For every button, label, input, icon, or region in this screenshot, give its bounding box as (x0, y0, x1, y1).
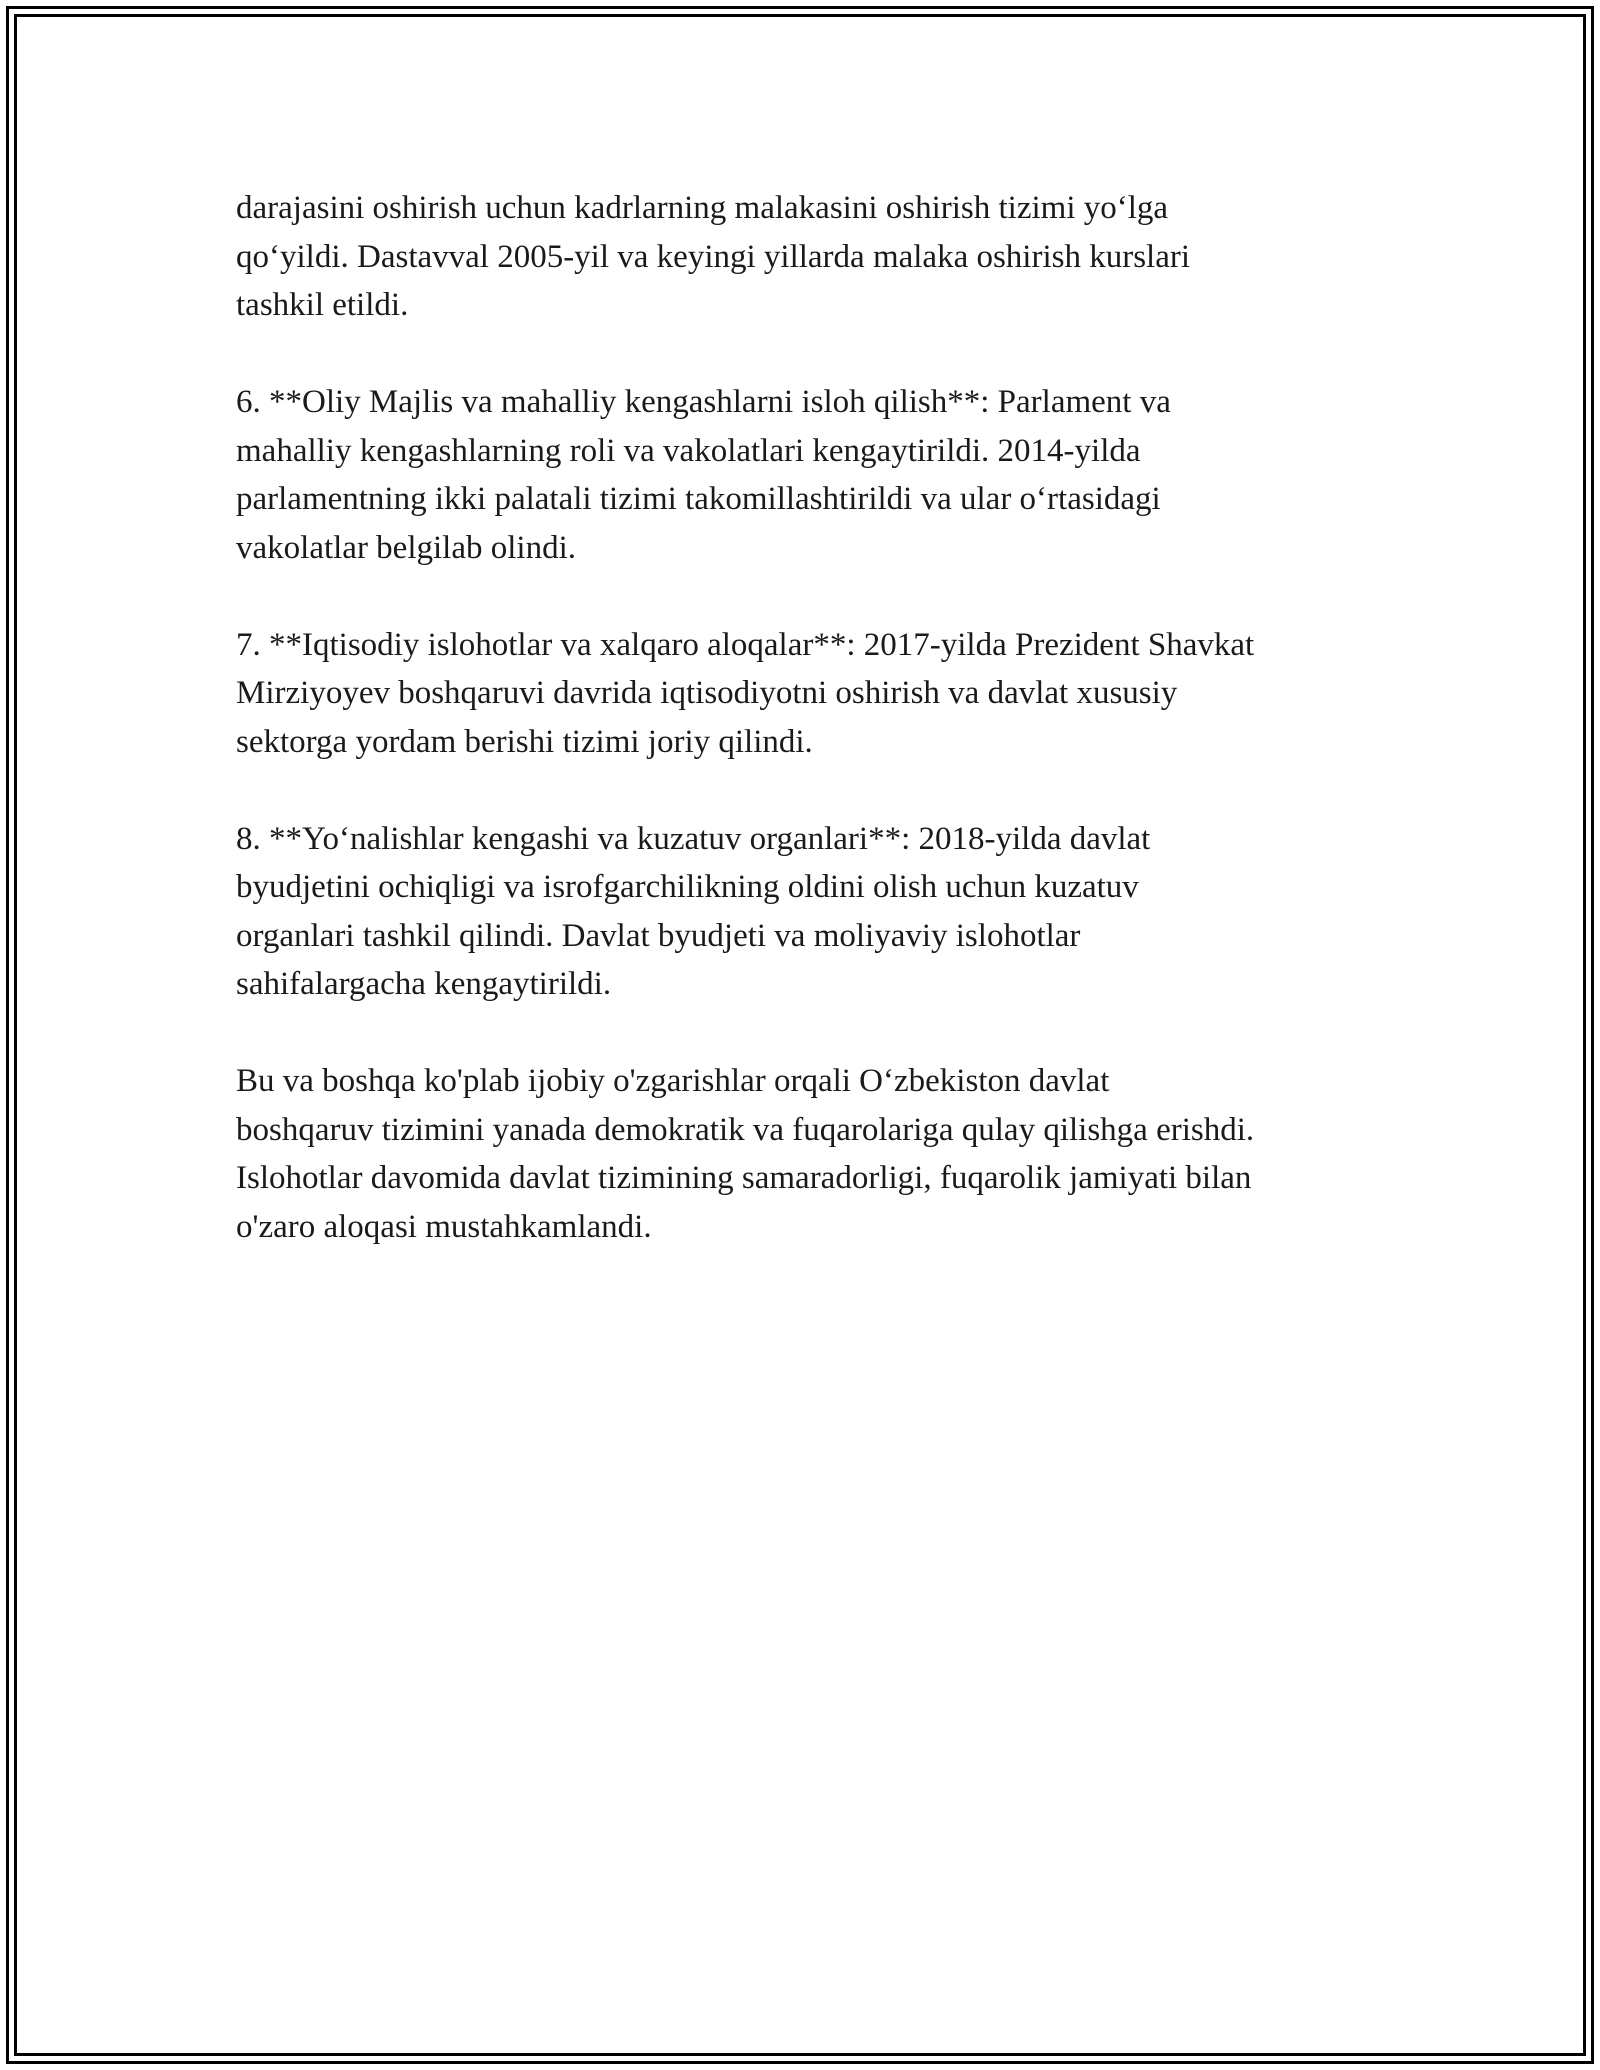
document-body (236, 184, 1386, 1300)
paragraph-conclusion: Bu va boshqa ko'plab ijobiy o'zgarishlar orqali O‘zbekiston davlat boshqaruv tizimini yanada demokratik va fuqarolariga qulay qilishga erishdi. Islohotlar davomida davlat tizimining samaradorligi, fuqarolik jamiyati bilan o'zaro aloqasi mustahkamlandi. (236, 1063, 1255, 1245)
paragraph-intro-continuation: darajasini oshirish uchun kadrlarning malakasini oshirish tizimi yo‘lga qo‘yildi. Dastavval 2005-yil va keyingi yillarda malaka oshirish kurslari tashkil etildi. (236, 190, 1191, 323)
paragraph-item-7: 7. **Iqtisodiy islohotlar va xalqaro aloqalar**: 2017-yilda Prezident Shavkat Mirziyoyev boshqaruvi davrida iqtisodiyotni oshirish va davlat xususiy sektorga yordam berishi tizimi joriy qilindi. (236, 626, 1255, 760)
paragraph-item-8: 8. **Yo‘nalishlar kengashi va kuzatuv organlari**: 2018-yilda davlat byudjetini ochiqligi va isrofgarchilikning oldini olish uchun kuzatuv organlari tashkil qilindi. Davlat byudjeti va moliyaviy islohotlar sahifalargacha kengaytirildi. (236, 820, 1151, 1002)
paragraph-item-6: 6. **Oliy Majlis va mahalliy kengashlarni isloh qilish**: Parlament va mahalliy kengashlarning roli va vakolatlari kengaytirildi. 2014-yilda parlamentning ikki palatali tizimi takomillashtirildi va ular o‘rtasidagi vakolatlar belgilab olindi. (236, 384, 1171, 566)
